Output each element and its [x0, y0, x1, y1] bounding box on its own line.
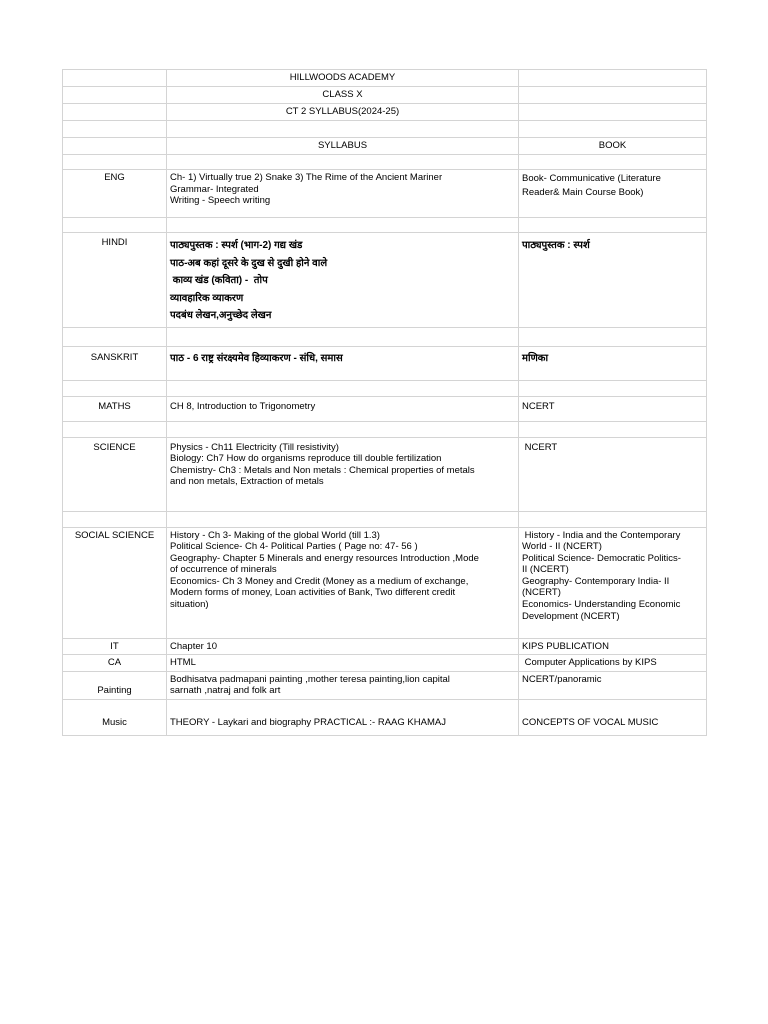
header-row-school: [63, 70, 707, 87]
syllabus-line: पदबंध लेखन,अनुच्छेद लेखन: [170, 310, 272, 321]
spacer-row: [63, 421, 707, 437]
book-cell: [519, 638, 707, 655]
syllabus-line: History - Ch 3- Making of the global World (till 1.3): [170, 529, 380, 541]
subject-label: IT: [63, 638, 167, 655]
subject-label: SCIENCE: [63, 437, 167, 511]
syllabus-line: THEORY - Laykari and biography PRACTICAL :- RAAG KHAMAJ: [170, 717, 446, 729]
spacer-row: [63, 699, 707, 715]
spacer-row: [63, 380, 707, 396]
book-line: II (NCERT): [522, 564, 569, 576]
syllabus-cell: [167, 671, 519, 699]
book-cell: [519, 715, 707, 735]
syllabus-cell: [167, 233, 519, 328]
book-line: NCERT: [522, 400, 555, 412]
book-cell: [519, 233, 707, 328]
book-cell: [519, 655, 707, 672]
book-column-header: BOOK: [519, 138, 707, 155]
syllabus-cell: [167, 170, 519, 218]
subject-row-ca: [63, 655, 707, 672]
book-line: CONCEPTS OF VOCAL MUSIC: [522, 717, 659, 729]
class-name: CLASS X: [167, 87, 519, 104]
subject-row-sanskrit: [63, 346, 707, 380]
subject-label: Painting: [63, 671, 167, 699]
column-header-row: [63, 138, 707, 155]
subject-label: Music: [63, 715, 167, 735]
subject-label: HINDI: [63, 233, 167, 328]
syllabus-line: sarnath ,natraj and folk art: [170, 685, 281, 697]
syllabus-line: Chapter 10: [170, 640, 218, 652]
book-line: World - II (NCERT): [522, 541, 602, 553]
syllabus-cell: [167, 638, 519, 655]
syllabus-line: पाठ - 6 राष्ट्र संरक्ष्यमेव हिव्याकरण - संधि, समास: [170, 352, 343, 364]
syllabus-line: of occurrence of minerals: [170, 564, 277, 576]
subject-row-maths: [63, 396, 707, 421]
syllabus-line: Bodhisatva padmapani painting ,mother teresa painting,lion capital: [170, 673, 450, 685]
syllabus-line: व्यावहारिक व्याकरण: [170, 292, 244, 304]
syllabus-line: CH 8, Introduction to Trigonometry: [170, 400, 316, 412]
syllabus-line: HTML: [170, 657, 196, 669]
book-line: Reader& Main Course Book): [522, 187, 644, 198]
syllabus-line: Physics - Ch11 Electricity (Till resistivity): [170, 441, 339, 453]
book-line: Development (NCERT): [522, 610, 620, 622]
book-line: Geography- Contemporary India- II: [522, 575, 670, 587]
syllabus-cell: [167, 346, 519, 380]
book-line: Political Science- Democratic Politics-: [522, 552, 681, 564]
book-line: Book- Communicative (Literature: [522, 173, 661, 184]
syllabus-line: Writing - Speech writing: [170, 195, 271, 207]
document-title: CT 2 SYLLABUS(2024-25): [167, 104, 519, 121]
subject-label: MATHS: [63, 396, 167, 421]
subject-row-painting: [63, 671, 707, 699]
syllabus-line: Geography- Chapter 5 Minerals and energy resources Introduction ,Mode: [170, 552, 479, 564]
book-cell: [519, 170, 707, 218]
subject-row-science: [63, 437, 707, 511]
subject-row-hindi: [63, 233, 707, 328]
subject-label: ENG: [63, 170, 167, 218]
book-line: KIPS PUBLICATION: [522, 640, 609, 652]
header-row-title: [63, 104, 707, 121]
syllabus-line: काव्य खंड (कविता) - तोप: [170, 275, 268, 286]
spacer-row: [63, 121, 707, 138]
book-cell: [519, 346, 707, 380]
syllabus-cell: [167, 396, 519, 421]
spacer-row: [63, 511, 707, 527]
subject-row-eng: [63, 170, 707, 218]
book-line: पाठ्यपुस्तक : स्पर्श: [522, 240, 590, 251]
book-line: NCERT/panoramic: [522, 673, 602, 685]
book-line: (NCERT): [522, 587, 561, 599]
subject-row-social-science: [63, 527, 707, 638]
subject-row-music: [63, 715, 707, 735]
syllabus-line: पाठ-अब कहां दूसरे के दुख से दुखी होने वाले: [170, 257, 328, 269]
syllabus-column-header: SYLLABUS: [167, 138, 519, 155]
book-cell: [519, 437, 707, 511]
book-cell: [519, 396, 707, 421]
book-line: NCERT: [522, 441, 558, 453]
subject-label: SOCIAL SCIENCE: [63, 527, 167, 638]
syllabus-cell: [167, 527, 519, 638]
school-name: HILLWOODS ACADEMY: [167, 70, 519, 87]
syllabus-cell: [167, 655, 519, 672]
book-cell: [519, 527, 707, 638]
book-line: Economics- Understanding Economic: [522, 599, 681, 611]
spacer-row: [63, 218, 707, 233]
syllabus-line: Chemistry- Ch3 : Metals and Non metals : Chemical properties of metals: [170, 464, 475, 476]
subject-label: CA: [63, 655, 167, 672]
syllabus-line: and non metals, Extraction of metals: [170, 476, 324, 488]
book-line: मणिका: [522, 352, 549, 364]
syllabus-line: Modern forms of money, Loan activities of Bank, Two different credit: [170, 587, 456, 599]
book-line: Computer Applications by KIPS: [522, 657, 657, 669]
header-row-class: [63, 87, 707, 104]
spacer-row: [63, 327, 707, 346]
subject-label: SANSKRIT: [63, 346, 167, 380]
syllabus-line: Grammar- Integrated: [170, 183, 259, 195]
spacer-row: [63, 155, 707, 170]
syllabus-line: Ch- 1) Virtually true 2) Snake 3) The Rime of the Ancient Mariner: [170, 172, 443, 183]
syllabus-line: Economics- Ch 3 Money and Credit (Money as a medium of exchange,: [170, 575, 469, 587]
subject-row-it: [63, 638, 707, 655]
syllabus-sheet: [62, 69, 707, 736]
syllabus-line: situation): [170, 599, 209, 611]
syllabus-line: Political Science- Ch 4- Political Parties ( Page no: 47- 56 ): [170, 541, 418, 553]
book-line: History - India and the Contemporary: [522, 529, 681, 541]
syllabus-line: पाठ्यपुस्तक : स्पर्श (भाग-2) गद्य खंड: [170, 240, 303, 251]
syllabus-cell: [167, 715, 519, 735]
syllabus-line: Biology: Ch7 How do organisms reproduce till double fertilization: [170, 453, 442, 465]
syllabus-cell: [167, 437, 519, 511]
syllabus-table: [62, 69, 707, 736]
book-cell: [519, 671, 707, 699]
